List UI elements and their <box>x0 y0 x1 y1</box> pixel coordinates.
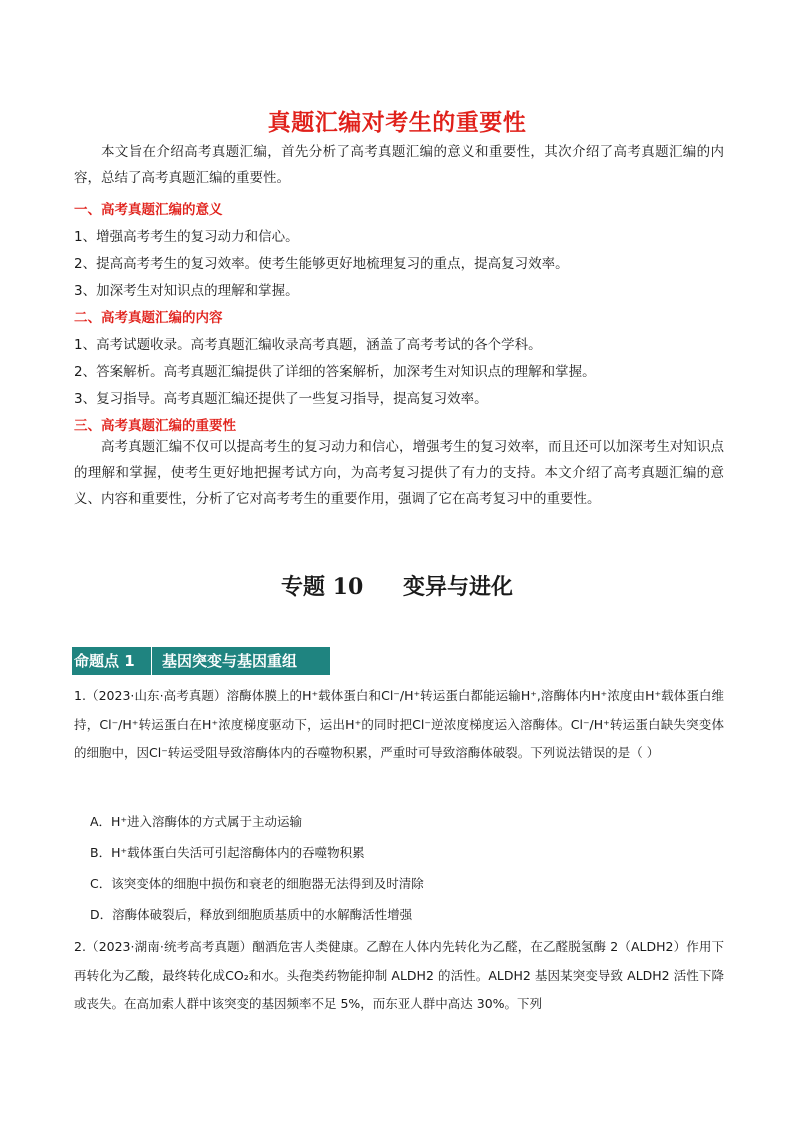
section-1-item-1: 1、增强高考考生的复习动力和信心。 <box>74 229 299 245</box>
document-title: 真题汇编对考生的重要性 <box>267 110 527 136</box>
topic-title <box>0 570 794 601</box>
topic-label: 专题 10 <box>281 574 364 600</box>
section-2-item-1: 1、高考试题收录。高考真题汇编收录高考真题，涵盖了高考考试的各个学科。 <box>74 337 542 353</box>
section-heading-1: 一、高考真题汇编的意义 <box>74 202 223 218</box>
question-1-text: 1.（2023·山东·高考真题）溶酶体膜上的H⁺载体蛋白和Cl⁻/H⁺转运蛋白都能运输H⁺,溶酶体内H⁺浓度由H⁺载体蛋白维持，Cl⁻/H⁺转运蛋白在H⁺浓度梯度驱动下，运出H⁺的同时把Cl⁻逆浓度梯度运入溶酶体。Cl⁻/H⁺转运蛋白缺失突变体的细胞中，因Cl⁻转运受阻导致溶酶体内的吞噬物积累，严重时可导致溶酶体破裂。下列说法错误的是（ ） <box>74 688 724 760</box>
section-2-item-2: 2、答案解析。高考真题汇编提供了详细的答案解析，加深考生对知识点的理解和掌握。 <box>74 364 596 380</box>
conclusion-paragraph: 高考真题汇编不仅可以提高考生的复习动力和信心，增强考生的复习效率，而且还可以加深考生对知识点的理解和掌握，使考生更好地把握考试方向，为高考复习提供了有力的支持。本文介绍了高考真题汇编的意义、内容和重要性，分析了它对高考考生的重要作用，强调了它在高考复习中的重要性。 <box>74 439 724 507</box>
section-heading-2: 二、高考真题汇编的内容 <box>74 310 223 326</box>
question-1-option-c: C．该突变体的细胞中损伤和衰老的细胞器无法得到及时清除 <box>90 876 424 891</box>
banner-left: 命题点 1 <box>72 647 151 675</box>
question-1-option-a: A．H⁺进入溶酶体的方式属于主动运输 <box>90 814 303 829</box>
section-banner <box>72 647 330 675</box>
question-1-option-d: D．溶酶体破裂后，释放到细胞质基质中的水解酶活性增强 <box>90 907 413 922</box>
question-1-option-b: B．H⁺载体蛋白失活可引起溶酶体内的吞噬物积累 <box>90 845 365 860</box>
section-heading-3: 三、高考真题汇编的重要性 <box>74 418 236 434</box>
banner-right: 基因突变与基因重组 <box>152 647 330 675</box>
section-1-item-3: 3、加深考生对知识点的理解和掌握。 <box>74 283 299 299</box>
section-1-item-2: 2、提高高考考生的复习效率。使考生能够更好地梳理复习的重点，提高复习效率。 <box>74 256 569 272</box>
question-2-text: 2.（2023·湖南·统考高考真题）酗酒危害人类健康。乙醇在人体内先转化为乙醛，在乙醛脱氢酶 2（ALDH2）作用下再转化为乙酸，最终转化成CO₂和水。头孢类药物能抑制 ALDH2 的活性。ALDH2 基因某突变导致 ALDH2 活性下降或丧失。在高加索人群中该突变的基因频率不足 5%，而东亚人群中高达 30%。下列 <box>74 939 724 1011</box>
intro-paragraph: 本文旨在介绍高考真题汇编，首先分析了高考真题汇编的意义和重要性，其次介绍了高考真题汇编的内容，总结了高考真题汇编的重要性。 <box>74 144 724 186</box>
section-2-item-3: 3、复习指导。高考真题汇编还提供了一些复习指导，提高复习效率。 <box>74 391 488 407</box>
topic-name: 变异与进化 <box>402 574 513 600</box>
